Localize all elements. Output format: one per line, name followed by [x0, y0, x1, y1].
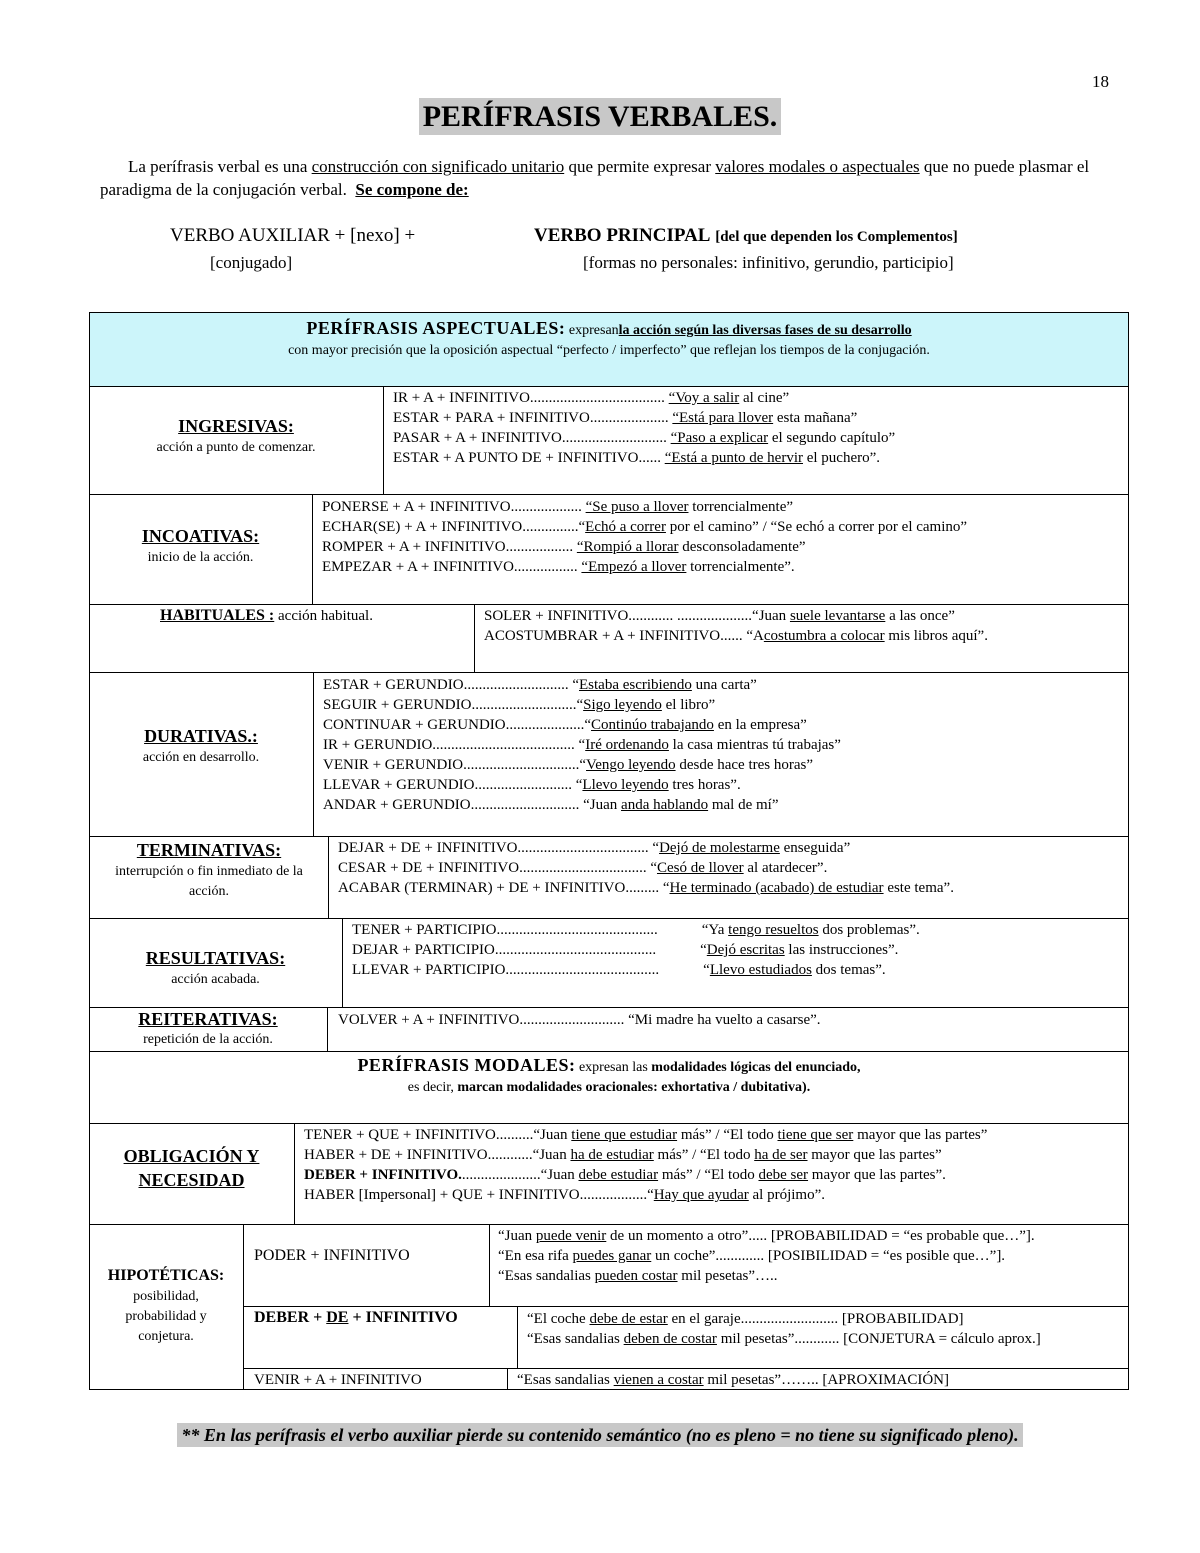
footer-note: ** En las perífrasis el verbo auxiliar pierde su contenido semántico (no es pleno = no tiene su significado pleno).: [0, 1425, 1200, 1446]
durativas-examples: ESTAR + GERUNDIO............................ “Estaba escribiendo una carta” SEGUIR + GERUNDIO............................“Sigo leyendo el libro” CONTINUAR + GERUNDIO.....................“Continúo trabajando en la empresa” IR + GERUNDIO...................................... “Iré ordenando la casa mientras tú trabajas” VENIR + GERUNDIO...............................“Vengo leyendo desde hace tres horas” LLEVAR + GERUNDIO.......................... “Llevo leyendo tres horas”. ANDAR + GERUNDIO............................. “Juan anda hablando mal de mí”: [323, 677, 841, 813]
poder-label: PODER + INFINITIVO: [254, 1247, 410, 1264]
formula-principal: VERBO PRINCIPAL [del que dependen los Complementos]: [534, 225, 958, 246]
habituales-examples: SOLER + INFINITIVO............ ....................“Juan suele levantarse a las once” ACOSTUMBRAR + A + INFINITIVO...... “Acostumbra a colocar mis libros aquí”.: [484, 608, 988, 644]
poder-examples: “Juan puede venir de un momento a otro”..... [PROBABILIDAD = “es probable que…”]. “En esa rifa puedes ganar un coche”............. [POSIBILIDAD = “es posible que…”]. “Esas sandalias pueden costar mil pesetas”…..: [498, 1228, 1035, 1284]
deber-de-examples: “El coche debe de estar en el garaje.......................... [PROBABILIDAD] “Esas sandalias deben de costar mil pesetas”............ [CONJETURA = cálculo aprox.]: [527, 1311, 1041, 1347]
habituales-label: HABITUALES : acción habitual.: [160, 607, 373, 624]
terminativas-label: TERMINATIVAS: interrupción o fin inmediato de la acción.: [115, 840, 303, 899]
incoativas-label: INCOATIVAS: inicio de la acción.: [141, 526, 260, 565]
reiterativas-label: REITERATIVAS: repetición de la acción.: [138, 1009, 278, 1047]
durativas-label: DURATIVAS.: acción en desarrollo.: [142, 726, 260, 765]
aspectuales-header: PERÍFRASIS ASPECTUALES: expresanla acción según las diversas fases de su desarrollo con mayor precisión que la oposición aspectual “perfecto / imperfecto” que reflejan los tiempos de la conjugación.: [288, 318, 930, 358]
intro-paragraph: La perífrasis verbal es una construcción con significado unitario que permite expresar valores modales o aspectuales que no puede plasmar el paradigma de la conjugación verbal. Se compone de:: [100, 157, 1090, 199]
formula-aux-sub: [conjugado]: [210, 253, 293, 272]
page-number: 18: [1092, 72, 1109, 91]
formula-aux: VERBO AUXILIAR + [nexo] +: [170, 225, 416, 246]
resultativas-label: RESULTATIVAS: acción acabada.: [145, 948, 286, 987]
incoativas-examples: PONERSE + A + INFINITIVO................... “Se puso a llover torrencialmente” ECHAR(SE) + A + INFINITIVO...............“Echó a correr por el camino” / “Se echó a correr por el camino” ROMPER + A + INFINITIVO.................. “Rompió a llorar desconsoladamente” EMPEZAR + A + INFINITIVO................. “Empezó a llover torrencialmente”.: [322, 499, 968, 575]
venir-example: “Esas sandalias vienen a costar mil pesetas”…….. [APROXIMACIÓN]: [517, 1372, 949, 1388]
formula-principal-sub: [formas no personales: infinitivo, gerundio, participio]: [583, 253, 954, 272]
terminativas-examples: DEJAR + DE + INFINITIVO................................... “Dejó de molestarme enseguida” CESAR + DE + INFINITIVO.................................. “Cesó de llover al atardecer”. ACABAR (TERMINAR) + DE + INFINITIVO......... “He terminado (acabado) de estudiar este tema”.: [338, 840, 954, 896]
deber-de-label: DEBER + DE + INFINITIVO: [254, 1309, 458, 1326]
obligacion-label: OBLIGACIÓN Y NECESIDAD: [123, 1146, 260, 1190]
reiterativas-example: VOLVER + A + INFINITIVO............................ “Mi madre ha vuelto a casarse”.: [338, 1012, 821, 1028]
venir-label: VENIR + A + INFINITIVO: [254, 1372, 422, 1388]
resultativas-examples: TENER + PARTICIPIO........................................... “Ya tengo resueltos dos problemas”. DEJAR + PARTICIPIO........................................... “Dejó escritas las instrucciones”. LLEVAR + PARTICIPIO......................................... “Llevo estudiados dos temas”.: [352, 922, 920, 978]
obligacion-examples: TENER + QUE + INFINITIVO..........“Juan tiene que estudiar más” / “El todo tiene que ser mayor que las partes” HABER + DE + INFINITIVO............“Juan ha de estudiar más” / “El todo ha de ser mayor que las partes” DEBER + INFINITIVO......................“Juan debe estudiar más” / “El todo debe ser mayor que las partes”. HABER [Impersonal] + QUE + INFINITIVO..................“Hay que ayudar al prójimo”.: [304, 1127, 988, 1203]
ingresivas-label: INGRESIVAS: acción a punto de comenzar.: [156, 416, 316, 455]
page-title: PERÍFRASIS VERBALES.: [0, 100, 1200, 134]
modales-header: PERÍFRASIS MODALES: expresan las modalidades lógicas del enunciado, es decir, marcan modalidades oracionales: exhortativa / dubitativa).: [357, 1055, 861, 1095]
ingresivas-examples: IR + A + INFINITIVO.................................... “Voy a salir al cine” ESTAR + PARA + INFINITIVO..................... “Está para llover esta mañana” PASAR + A + INFINITIVO............................ “Paso a explicar el segundo capítulo” ESTAR + A PUNTO DE + INFINITIVO...... “Está a punto de hervir el puchero”.: [393, 390, 896, 466]
hipoteticas-label: HIPOTÉTICAS: posibilidad, probabilidad y conjetura.: [107, 1267, 225, 1344]
